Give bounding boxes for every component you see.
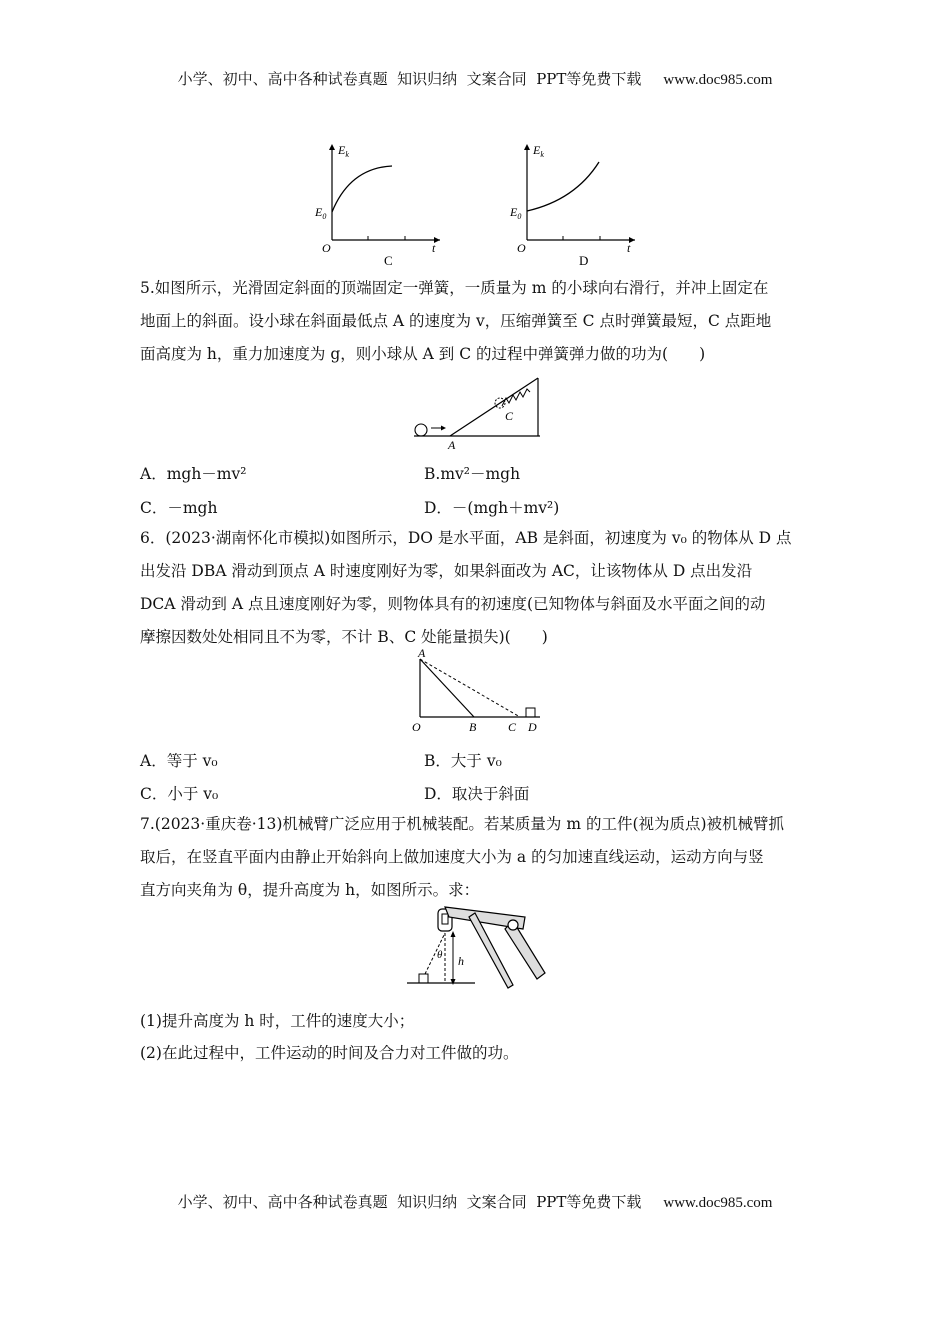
q7-sub-question-2: (2)在此过程中，工件运动的时间及合力对工件做的功。	[140, 1044, 519, 1062]
q6-fig-label-a: A	[418, 646, 426, 660]
q7-line3: 直方向夹角为 θ，提升高度为 h，如图所示。求：	[140, 881, 480, 899]
q6-option-c: C．小于 v₀	[140, 785, 219, 803]
q7-text	[140, 808, 820, 907]
q5-line2: 地面上的斜面。设小球在斜面最低点 A 的速度为 v，压缩弹簧至 C 点时弹簧最短，C 点距地	[140, 312, 772, 330]
graph-c	[310, 140, 450, 268]
q5-text	[140, 272, 820, 371]
q6-line3: DCA 滑动到 A 点且速度刚好为零，则物体具有的初速度(已知物体与斜面及水平面之间的动	[140, 595, 766, 613]
graph-d-xlabel: t	[627, 241, 631, 255]
q7-fig-theta: θ	[437, 949, 443, 961]
q6-text	[140, 522, 820, 654]
graph-d	[505, 140, 645, 268]
q7-line2: 取后，在竖直平面内由静止开始斜向上做加速度大小为 a 的匀加速直线运动，运动方向与竖	[140, 848, 764, 866]
q5-line1: 5.如图所示，光滑固定斜面的顶端固定一弹簧，一质量为 m 的小球向右滑行，并冲上固定在	[140, 279, 769, 297]
q6-line4: 摩擦因数处处相同且不为零，不计 B、C 处能量损失)( )	[140, 628, 548, 646]
q5-incline-figure	[410, 370, 545, 452]
graph-d-ylabel: $E_k$	[533, 143, 544, 159]
header-text: 小学、初中、高中各种试卷真题 知识归纳 文案合同 PPT等免费下载	[177, 70, 642, 88]
graph-c-e0: $E_0$	[315, 205, 327, 221]
q6-option-d: D．取决于斜面	[424, 785, 530, 803]
graph-c-label: C	[384, 253, 393, 268]
q5-option-b: B.mv²－mgh	[424, 465, 521, 483]
q6-option-a: A．等于 v₀	[140, 752, 218, 770]
footer-text: 小学、初中、高中各种试卷真题 知识归纳 文案合同 PPT等免费下载	[177, 1193, 642, 1211]
page-header	[0, 68, 950, 89]
q7-robot-arm-figure	[405, 903, 555, 998]
q6-fig-label-b: B	[469, 720, 477, 734]
q7-sub-question-1: (1)提升高度为 h 时，工件的速度大小；	[140, 1012, 415, 1030]
q5-line3: 面高度为 h，重力加速度为 g，则小球从 A 到 C 的过程中弹簧弹力做的功为( )	[140, 345, 706, 363]
q5-fig-label-c: C	[505, 409, 514, 423]
q6-incline-figure	[408, 645, 548, 735]
footer-site: www.doc985.com	[663, 1195, 773, 1211]
q5-option-a: A．mgh－mv²	[140, 465, 247, 483]
q6-fig-label-c: C	[508, 720, 517, 734]
graph-d-label: D	[579, 253, 589, 268]
graph-c-xlabel: t	[432, 241, 436, 255]
q6-fig-label-o: O	[412, 720, 421, 734]
q6-line1: 6．(2023·湖南怀化市模拟)如图所示，DO 是水平面，AB 是斜面，初速度为 v₀ 的物体从 D 点	[140, 529, 792, 547]
page-footer	[0, 1191, 950, 1212]
graph-d-e0: $E_0$	[510, 205, 522, 221]
q5-option-c: C．－mgh	[140, 499, 218, 517]
q5-option-d: D．－(mgh＋mv²)	[424, 499, 560, 517]
q5-fig-label-a: A	[448, 438, 456, 452]
graph-c-ylabel: $E_k$	[338, 143, 349, 159]
q6-option-b: B．大于 v₀	[424, 752, 502, 770]
q6-fig-label-d: D	[528, 720, 537, 734]
graph-d-origin: O	[517, 241, 526, 255]
header-site: www.doc985.com	[663, 72, 773, 88]
q6-line2: 出发沿 DBA 滑动到顶点 A 时速度刚好为零，如果斜面改为 AC，让该物体从 D 点出发沿	[140, 562, 753, 580]
graph-c-origin: O	[322, 241, 331, 255]
q7-fig-h: h	[458, 954, 464, 968]
q7-line1: 7.(2023·重庆卷·13)机械臂广泛应用于机械装配。若某质量为 m 的工件(视为质点)被机械臂抓	[140, 815, 785, 833]
